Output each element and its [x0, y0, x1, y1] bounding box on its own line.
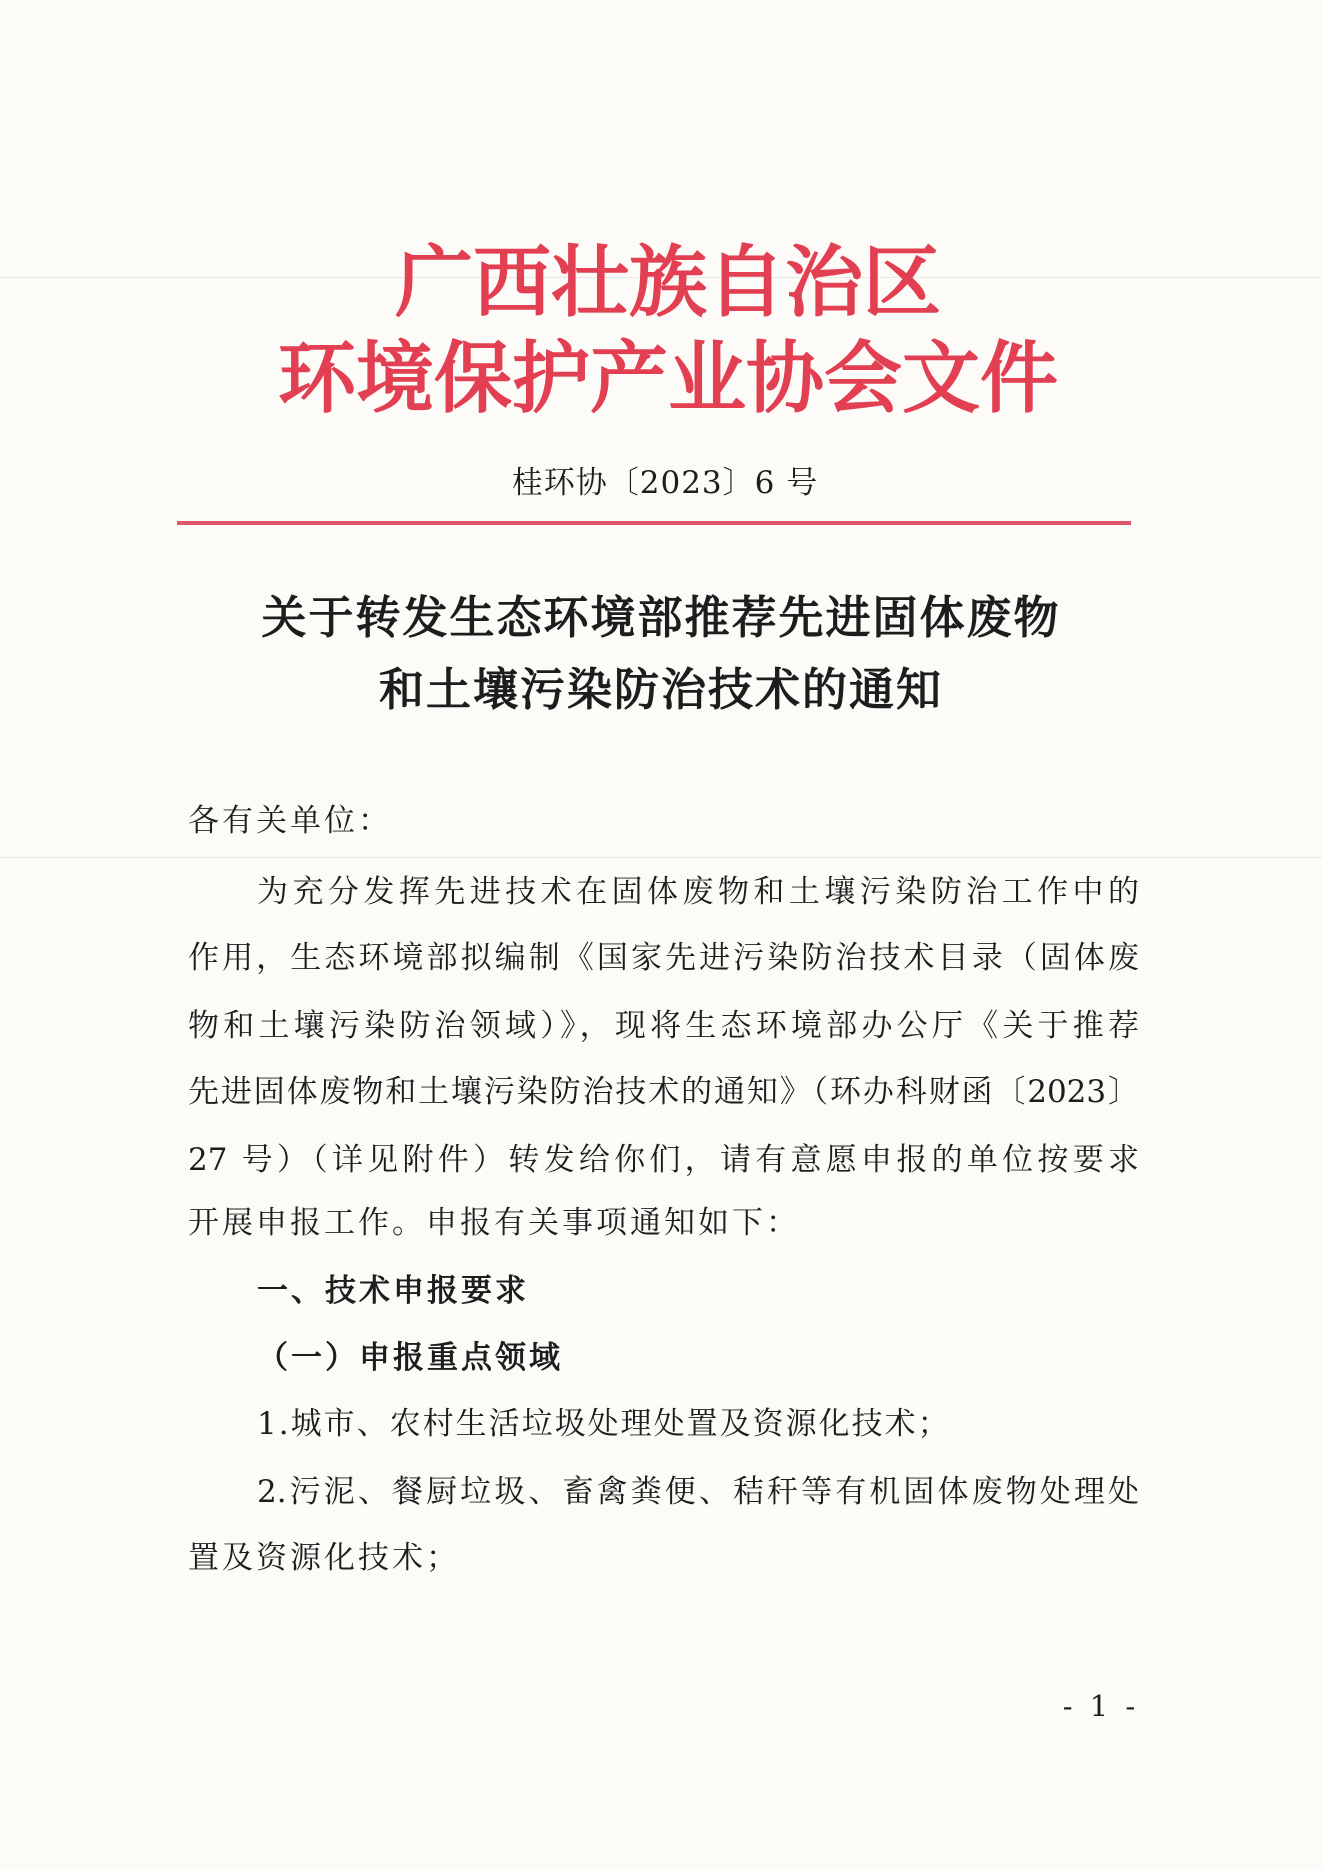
- document-title-line1: 关于转发生态环境部推荐先进固体废物: [261, 591, 1061, 644]
- intro-paragraph-line: 27 号）（详见附件）转发给你们，请有意愿申报的单位按要求: [188, 1142, 1139, 1178]
- subsection-heading: （一）申报重点领域: [257, 1340, 563, 1376]
- issuer-name-line2: 环境保护产业协会文件: [277, 333, 1058, 424]
- red-separator-line: [177, 521, 1131, 525]
- intro-paragraph-line: 先进固体废物和土壤污染防治技术的通知》（环办科财函〔2023〕: [188, 1074, 1139, 1110]
- list-item: 1.城市、农村生活垃圾处理处置及资源化技术；: [257, 1406, 951, 1442]
- list-item-continuation: 置及资源化技术；: [188, 1540, 460, 1576]
- intro-paragraph-line: 作用，生态环境部拟编制《国家先进污染防治技术目录（固体废: [188, 940, 1139, 976]
- document-title-line2: 和土壤污染防治技术的通知: [378, 663, 943, 716]
- section-heading: 一、技术申报要求: [257, 1273, 529, 1309]
- intro-paragraph-line: 开展申报工作。申报有关事项通知如下：: [188, 1205, 800, 1241]
- intro-paragraph-line: 为充分发挥先进技术在固体废物和土壤污染防治工作中的: [257, 874, 1139, 910]
- scan-artifact-line: [0, 857, 1322, 858]
- page-number: - 1 -: [1062, 1689, 1140, 1723]
- list-item: 2.污泥、餐厨垃圾、畜禽粪便、秸秆等有机固体废物处理处: [257, 1474, 1139, 1510]
- document-number: 桂环协〔2023〕6 号: [511, 465, 819, 501]
- intro-paragraph-line: 物和土壤污染防治领域）》，现将生态环境部办公厅《关于推荐: [188, 1008, 1139, 1044]
- salutation: 各有关单位：: [188, 803, 392, 839]
- issuer-name-line1: 广西壮族自治区: [394, 237, 941, 328]
